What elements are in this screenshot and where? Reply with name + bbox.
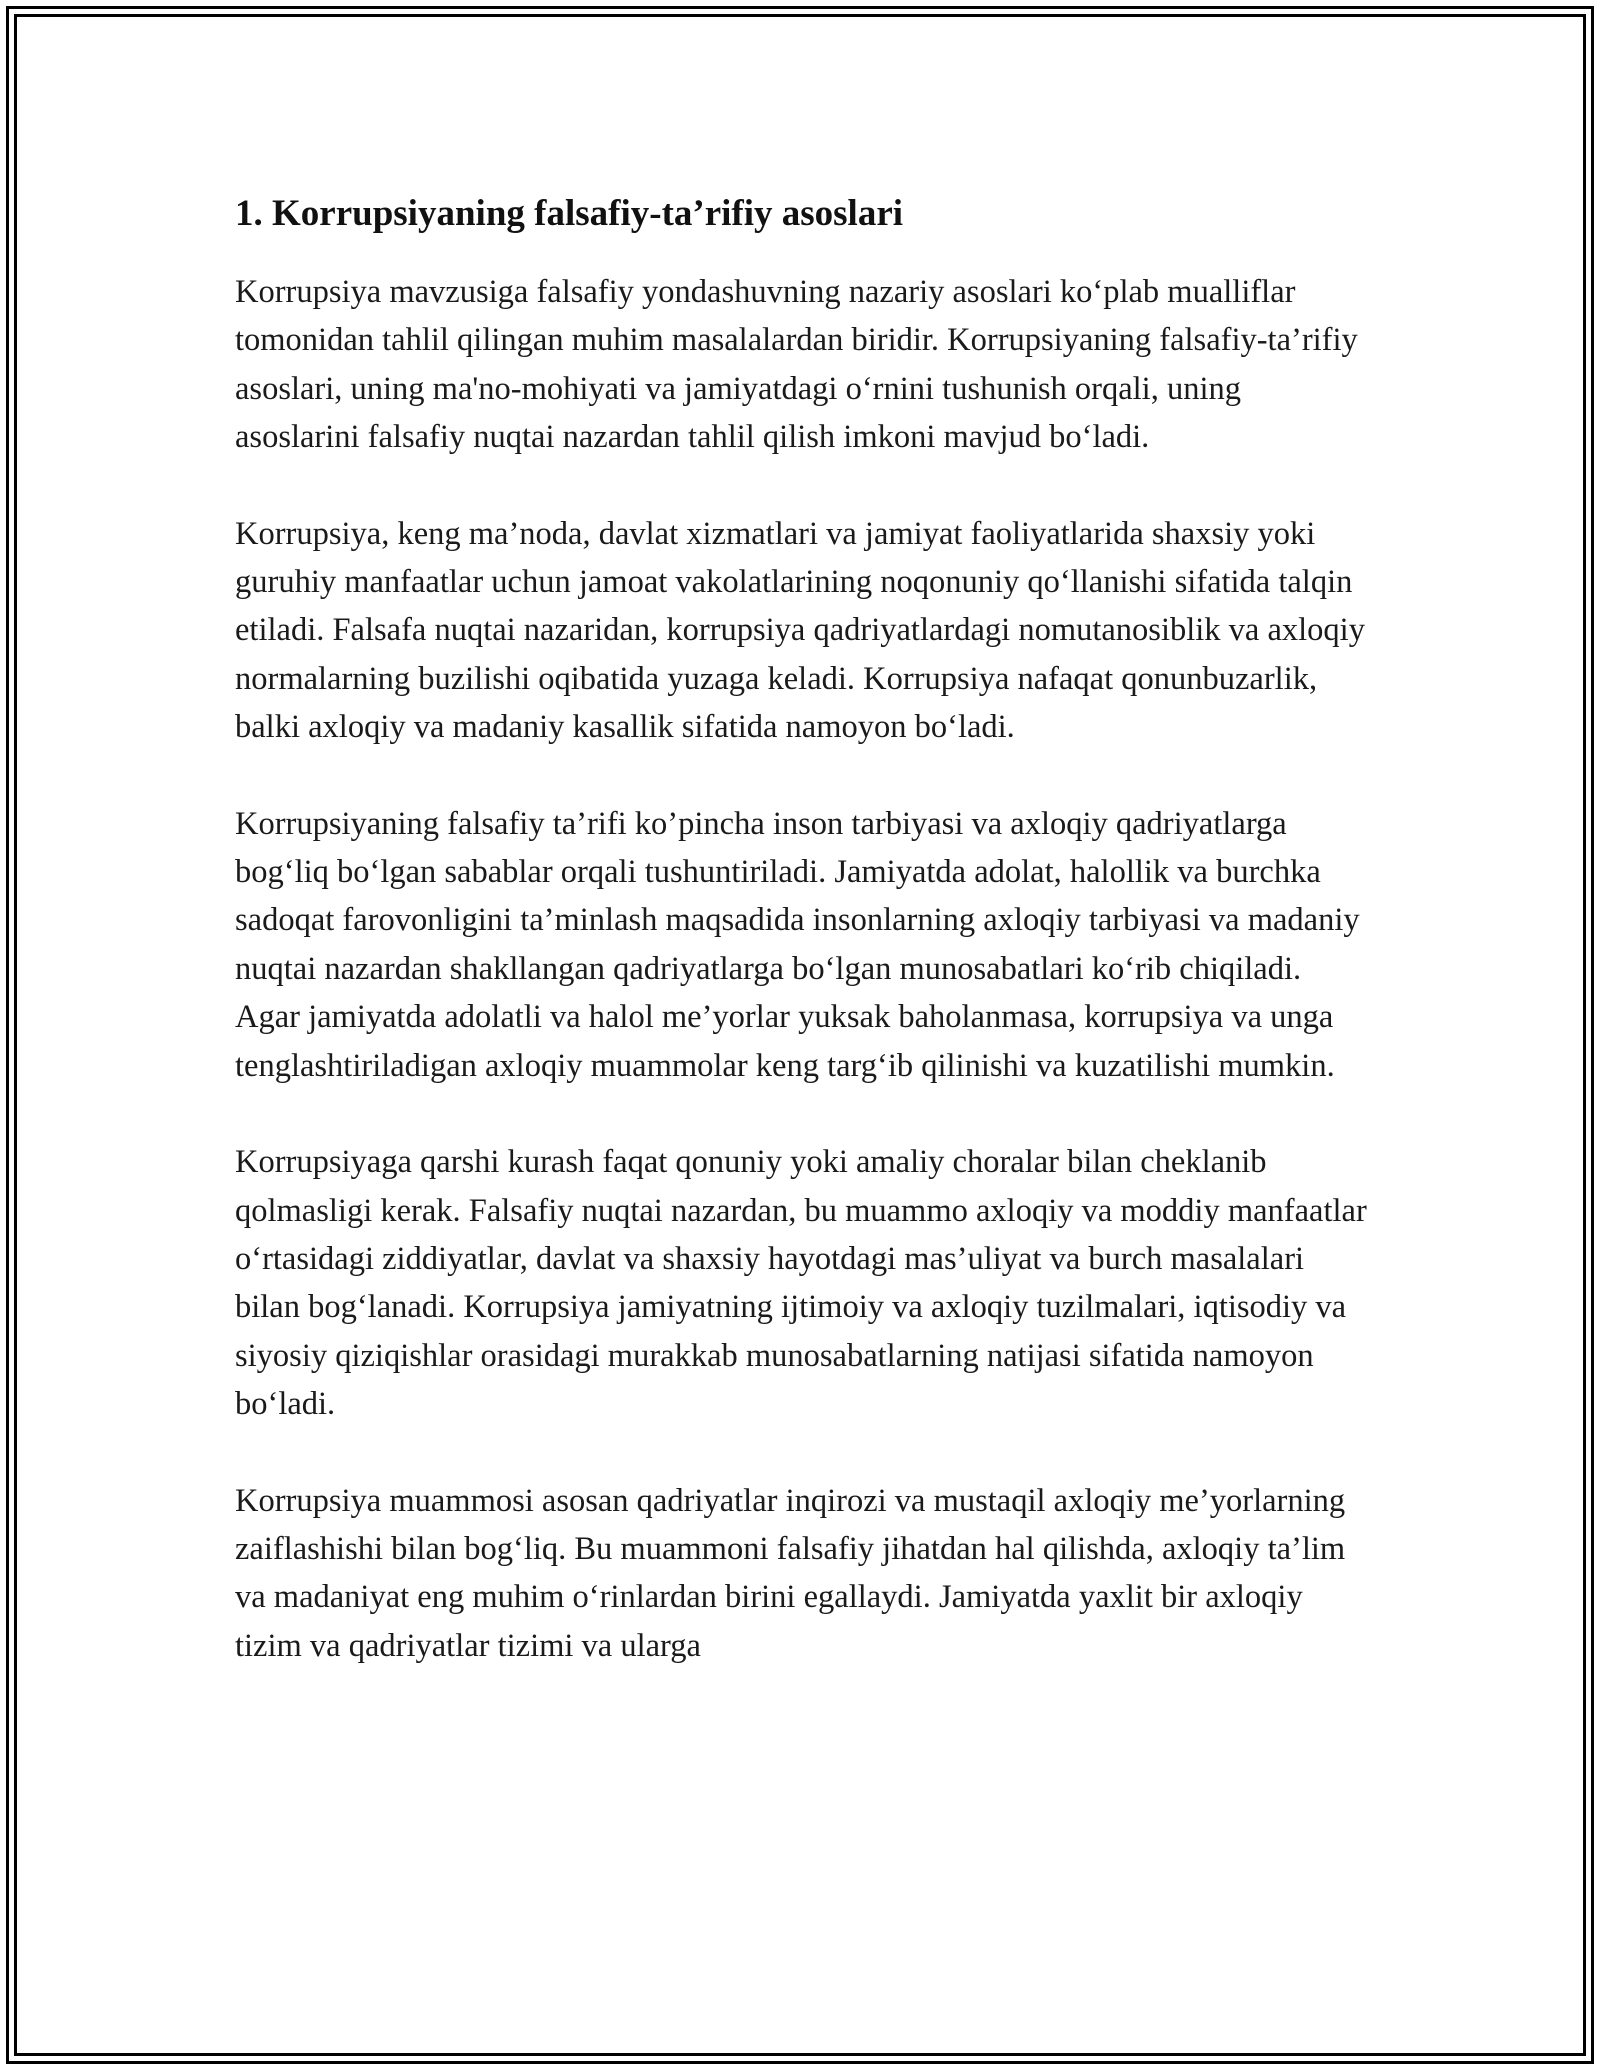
section-heading: 1. Korrupsiyaning falsafiy-ta’rifiy asoslari	[235, 193, 904, 234]
paragraph-4: Korrupsiyaga qarshi kurash faqat qonuniy yoki amaliy choralar bilan cheklanib qolmasligi kerak. Falsafiy nuqtai nazardan, bu muammo axloqiy va moddiy manfaatlar o‘rtasidagi ziddiyatlar, davlat va shaxsiy hayotdagi mas’uliyat va burch masalalari bilan bog‘lanadi. Korrupsiya jamiyatning ijtimoiy va axloqiy tuzilmalari, iqtisodiy va siyosiy qiziqishlar orasidagi murakkab munosabatlarning natijasi sifatida namoyon bo‘ladi.	[235, 1144, 1367, 1423]
paragraph-2: Korrupsiya, keng ma’noda, davlat xizmatlari va jamiyat faoliyatlarida shaxsiy yoki guruhiy manfaatlar uchun jamoat vakolatlarining noqonuniy qo‘llanishi sifatida talqin etiladi. Falsafa nuqtai nazaridan, korrupsiya qadriyatlardagi nomutanosiblik va axloqiy normalarning buzilishi oqibatida yuzaga keladi. Korrupsiya nafaqat qonunbuzarlik, balki axloqiy va madaniy kasallik sifatida namoyon bo‘ladi.	[235, 515, 1365, 746]
paragraph-5: Korrupsiya muammosi asosan qadriyatlar inqirozi va mustaqil axloqiy me’yorlarning zaiflashishi bilan bog‘liq. Bu muammoni falsafiy jihatdan hal qilishda, axloqiy ta’lim va madaniyat eng muhim o‘rinlardan birini egallaydi. Jamiyatda yaxlit bir axloqiy tizim va qadriyatlar tizimi va ularga	[235, 1482, 1346, 1664]
paragraph-3: Korrupsiyaning falsafiy ta’rifi ko’pincha inson tarbiyasi va axloqiy qadriyatlarga bog‘liq bo‘lgan sabablar orqali tushuntiriladi. Jamiyatda adolat, halollik va burchka sadoqat farovonligini ta’minlash maqsadida insonlarning axloqiy tarbiyasi va madaniy nuqtai nazardan shakllangan qadriyatlarga bo‘lgan munosabatlari ko‘rib chiqiladi. Agar jamiyatda adolatli va halol me’yorlar yuksak baholanmasa, korrupsiya va unga tenglashtiriladigan axloqiy muammolar keng targ‘ib qilinishi va kuzatilishi mumkin.	[235, 805, 1360, 1084]
document-body	[235, 188, 1370, 1718]
paragraph-1: Korrupsiya mavzusiga falsafiy yondashuvning nazariy asoslari ko‘plab mualliflar tomonidan tahlil qilingan muhim masalalardan biridir. Korrupsiyaning falsafiy-ta’rifiy asoslari, uning ma'no-mohiyati va jamiyatdagi o‘rnini tushunish orqali, uning asoslarini falsafiy nuqtai nazardan tahlil qilish imkoni mavjud bo‘ladi.	[235, 274, 1358, 456]
